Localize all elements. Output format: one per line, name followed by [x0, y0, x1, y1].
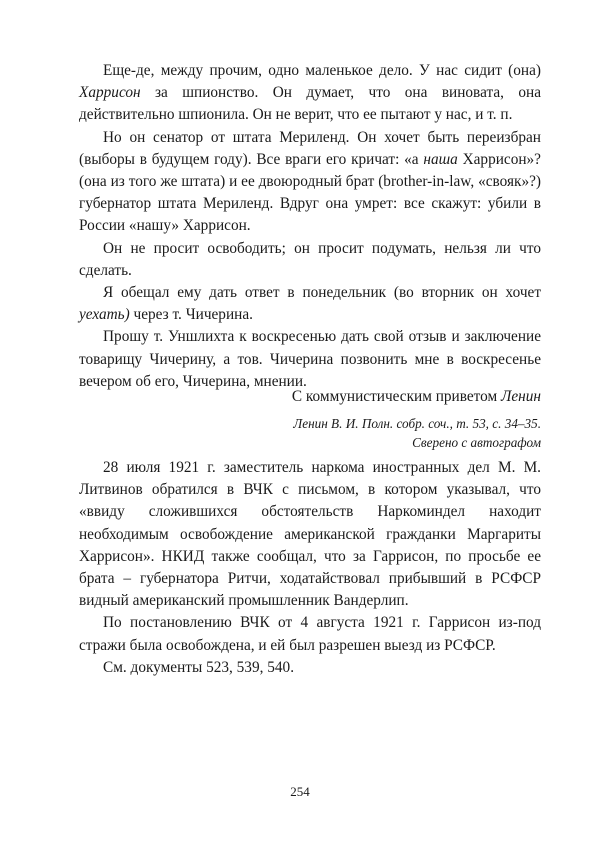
signature-greeting: С коммунистическим приветом	[291, 388, 502, 405]
letter-paragraph-2-italic: наша	[423, 150, 458, 168]
commentary-paragraph-3: См. документы 523, 539, 540.	[103, 658, 295, 676]
letter-paragraph-1	[79, 60, 541, 127]
letter-paragraph-4-text-a: Я обещал ему дать ответ в понедельник (во вторник он хочет	[103, 284, 541, 302]
letter-body	[79, 60, 541, 393]
letter-paragraph-1-text-c: за шпионство. Он думает, что она виновата, она действительно шпионила. Он не верит, что ее пытают у нас, и т. п.	[79, 84, 541, 124]
letter-paragraph-2-text-c: Харрисон»? (она из того же штата) и ее двоюродный брат (brother-in-law, «свояк»?) губернатор штата Мериленд. Вдруг она умрет: все скажут: убили в России «нашу» Харрисон.	[79, 150, 541, 235]
letter-paragraph-4	[79, 282, 541, 326]
commentary-body	[79, 457, 541, 679]
letter-signature	[79, 386, 541, 408]
letter-paragraph-1-italic: Харрисон	[79, 84, 141, 102]
commentary-paragraph-1: 28 июля 1921 г. заместитель наркома иностранных дел М. М. Литвинов обратился в ВЧК с письмом, в котором указывал, что «ввиду сложившихся обстоятельств Наркоминдел находит необходимым освобождение американской гражданки Маргариты Харрисон». НКИД также сообщал, что за Гаррисон, по просьбе ее брата – губернатора Ритчи, ходатайствовал прибывший в РСФСР видный американский промышленник Вандерлип.	[79, 459, 541, 610]
letter-paragraph-3: Он не просит освободить; он просит подумать, нельзя ли что сделать.	[79, 239, 541, 279]
signature-name: Ленин	[501, 388, 541, 405]
commentary-paragraph-2: По постановлению ВЧК от 4 августа 1921 г. Гаррисон из-под стражи была освобождена, и ей был разрешен выезд из РСФСР.	[79, 614, 541, 654]
letter-paragraph-4-text-c: через т. Чичерина.	[129, 306, 253, 324]
letter-paragraph-5: Прошу т. Уншлихта к воскресенью дать свой отзыв и заключение товарищу Чичерину, а тов. Чичерина позвонить мне в воскресенье вечером об его, Чичерина, мнении.	[79, 328, 541, 390]
letter-paragraph-2	[79, 127, 541, 238]
source-citation-line-2: Сверено с автографом	[412, 434, 541, 450]
source-citation	[79, 415, 541, 452]
source-citation-line-1: Ленин В. И. Полн. собр. соч., т. 53, с. 34–35.	[293, 416, 541, 431]
page-number: 254	[290, 784, 310, 799]
letter-paragraph-1-text-a: Еще-де, между прочим, одно маленькое дело. У нас сидит (она)	[103, 62, 541, 79]
letter-paragraph-2-text-a: Но он сенатор от штата Мериленд. Он хочет быть переизбран (выборы в будущем году). Все враги его кричат: «а	[79, 128, 541, 168]
letter-paragraph-4-italic: уехать)	[79, 306, 130, 324]
